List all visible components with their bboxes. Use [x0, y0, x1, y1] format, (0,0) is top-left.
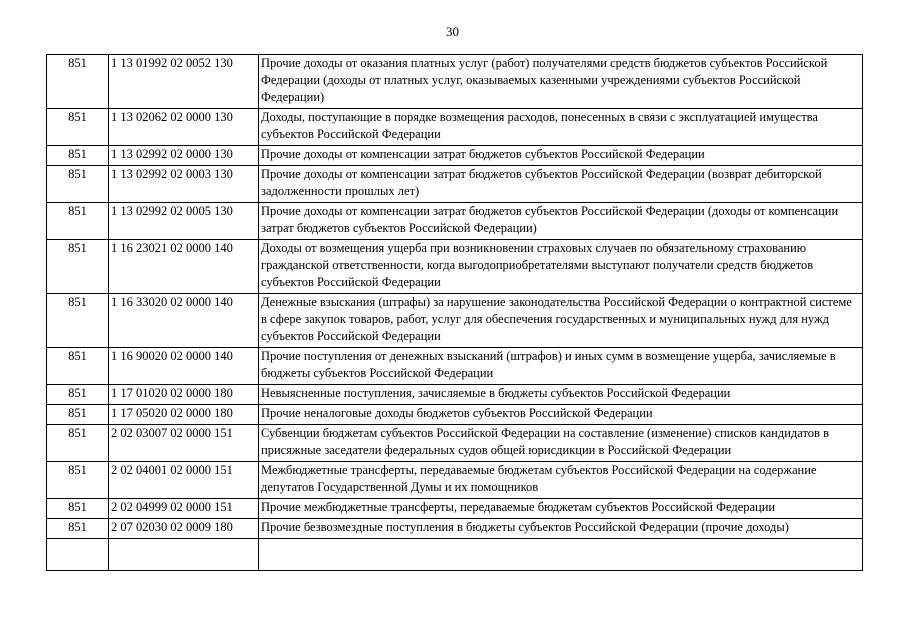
- budget-code-cell: 1 16 23021 02 0000 140: [109, 240, 259, 294]
- budget-code-cell: 2 02 04999 02 0000 151: [109, 499, 259, 519]
- admin-code-cell: 851: [47, 55, 109, 109]
- table-row: [47, 499, 863, 519]
- admin-code-cell: 851: [47, 519, 109, 539]
- income-name-cell: Прочие межбюджетные трансферты, передаваемые бюджетам субъектов Российской Федерации: [259, 499, 863, 519]
- budget-code-cell: 1 13 02992 02 0005 130: [109, 203, 259, 240]
- page-number: 30: [446, 24, 459, 39]
- empty-admin-cell: [47, 539, 109, 571]
- budget-code-cell: 1 16 33020 02 0000 140: [109, 294, 259, 348]
- income-name-cell: Денежные взыскания (штрафы) за нарушение законодательства Российской Федерации о контрактной системе в сфере закупок товаров, работ, услуг для обеспечения государственных и муниципальных нужд для нужд субъектов Российской Федерации: [259, 294, 863, 348]
- table-row: [47, 203, 863, 240]
- table-row: [47, 405, 863, 425]
- income-name-cell: Невыясненные поступления, зачисляемые в бюджеты субъектов Российской Федерации: [259, 385, 863, 405]
- table-body: [47, 55, 863, 571]
- income-name-cell: Прочие неналоговые доходы бюджетов субъектов Российской Федерации: [259, 405, 863, 425]
- income-name-cell: Прочие доходы от компенсации затрат бюджетов субъектов Российской Федерации (возврат дебиторской задолженности прошлых лет): [259, 166, 863, 203]
- admin-code-cell: 851: [47, 425, 109, 462]
- income-name-cell: Прочие безвозмездные поступления в бюджеты субъектов Российской Федерации (прочие доходы): [259, 519, 863, 539]
- admin-code-cell: 851: [47, 348, 109, 385]
- budget-code-cell: 1 13 01992 02 0052 130: [109, 55, 259, 109]
- table-row: [47, 240, 863, 294]
- table-row: [47, 166, 863, 203]
- admin-code-cell: 851: [47, 294, 109, 348]
- admin-code-cell: 851: [47, 385, 109, 405]
- empty-table-row: [47, 539, 863, 571]
- admin-code-cell: 851: [47, 146, 109, 166]
- empty-name-cell: [259, 539, 863, 571]
- budget-code-cell: 1 13 02062 02 0000 130: [109, 109, 259, 146]
- table-row: [47, 146, 863, 166]
- budget-code-cell: 2 02 04001 02 0000 151: [109, 462, 259, 499]
- table-row: [47, 55, 863, 109]
- budget-classification-table: [46, 54, 863, 571]
- table-row: [47, 385, 863, 405]
- admin-code-cell: 851: [47, 166, 109, 203]
- table-row: [47, 348, 863, 385]
- budget-code-cell: 2 07 02030 02 0009 180: [109, 519, 259, 539]
- income-name-cell: Доходы от возмещения ущерба при возникновении страховых случаев по обязательному страхованию гражданской ответственности, когда выгодоприобретателями выступают получатели средств бюджетов субъектов Российской Федерации: [259, 240, 863, 294]
- admin-code-cell: 851: [47, 109, 109, 146]
- admin-code-cell: 851: [47, 462, 109, 499]
- income-name-cell: Прочие доходы от компенсации затрат бюджетов субъектов Российской Федерации (доходы от компенсации затрат бюджетов субъектов Российской Федерации): [259, 203, 863, 240]
- income-name-cell: Прочие доходы от компенсации затрат бюджетов субъектов Российской Федерации: [259, 146, 863, 166]
- budget-code-cell: 1 17 01020 02 0000 180: [109, 385, 259, 405]
- table-row: [47, 109, 863, 146]
- table-row: [47, 519, 863, 539]
- income-name-cell: Прочие доходы от оказания платных услуг (работ) получателями средств бюджетов субъектов Российской Федерации (доходы от платных услуг, оказываемых казенными учреждениями субъектов Российской Федерации): [259, 55, 863, 109]
- admin-code-cell: 851: [47, 240, 109, 294]
- income-name-cell: Прочие поступления от денежных взысканий (штрафов) и иных сумм в возмещение ущерба, зачисляемые в бюджеты субъектов Российской Федерации: [259, 348, 863, 385]
- income-name-cell: Доходы, поступающие в порядке возмещения расходов, понесенных в связи с эксплуатацией имущества субъектов Российской Федерации: [259, 109, 863, 146]
- table-row: [47, 425, 863, 462]
- budget-code-cell: 1 17 05020 02 0000 180: [109, 405, 259, 425]
- table-row: [47, 294, 863, 348]
- admin-code-cell: 851: [47, 203, 109, 240]
- admin-code-cell: 851: [47, 405, 109, 425]
- budget-code-cell: 2 02 03007 02 0000 151: [109, 425, 259, 462]
- income-name-cell: Межбюджетные трансферты, передаваемые бюджетам субъектов Российской Федерации на содержание депутатов Государственной Думы и их помощников: [259, 462, 863, 499]
- budget-code-cell: 1 13 02992 02 0000 130: [109, 146, 259, 166]
- budget-code-cell: 1 16 90020 02 0000 140: [109, 348, 259, 385]
- table-row: [47, 462, 863, 499]
- admin-code-cell: 851: [47, 499, 109, 519]
- empty-code-cell: [109, 539, 259, 571]
- budget-code-cell: 1 13 02992 02 0003 130: [109, 166, 259, 203]
- income-name-cell: Субвенции бюджетам субъектов Российской Федерации на составление (изменение) списков кандидатов в присяжные заседатели федеральных судов общей юрисдикции в Российской Федерации: [259, 425, 863, 462]
